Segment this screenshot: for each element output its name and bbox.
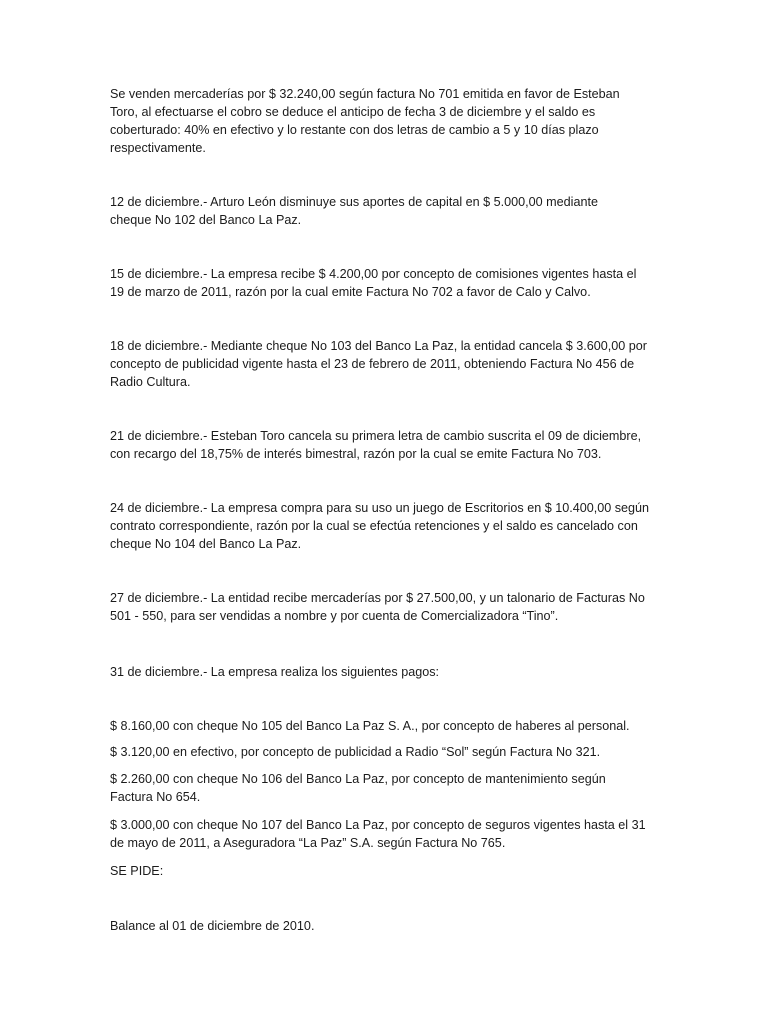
paragraph-24-diciembre	[110, 499, 660, 553]
text-line: coberturado: 40% en efectivo y lo restante con dos letras de cambio a 5 y 10 días plazo	[110, 123, 599, 137]
payment-item	[110, 816, 660, 852]
text-line: de mayo de 2011, a Aseguradora “La Paz” S.A. según Factura No 765.	[110, 836, 506, 850]
text-line: $ 3.120,00 en efectivo, por concepto de publicidad a Radio “Sol” según Factura No 321.	[110, 745, 601, 759]
paragraph-venta-mercaderias	[110, 85, 660, 157]
text-line: 27 de diciembre.- La entidad recibe mercaderías por $ 27.500,00, y un talonario de Facturas No	[110, 591, 645, 605]
text-line: $ 8.160,00 con cheque No 105 del Banco La Paz S. A., por concepto de haberes al personal.	[110, 719, 630, 733]
text-line: Toro, al efectuarse el cobro se deduce el anticipo de fecha 3 de diciembre y el saldo es	[110, 105, 596, 119]
text-line: 21 de diciembre.- Esteban Toro cancela su primera letra de cambio suscrita el 09 de diciembre,	[110, 429, 642, 443]
text-line: cheque No 102 del Banco La Paz.	[110, 213, 302, 227]
text-line: 31 de diciembre.- La empresa realiza los siguientes pagos:	[110, 665, 440, 679]
text-line: concepto de publicidad vigente hasta el 23 de febrero de 2011, obteniendo Factura No 456 de	[110, 357, 635, 371]
payment-item	[110, 717, 660, 735]
text-line: 24 de diciembre.- La empresa compra para su uso un juego de Escritorios en $ 10.400,00 según	[110, 501, 650, 515]
text-line: Balance al 01 de diciembre de 2010.	[110, 919, 315, 933]
text-line: 18 de diciembre.- Mediante cheque No 103 del Banco La Paz, la entidad cancela $ 3.600,00 por	[110, 339, 647, 353]
text-line: 12 de diciembre.- Arturo León disminuye sus aportes de capital en $ 5.000,00 mediante	[110, 195, 598, 209]
text-line: Factura No 654.	[110, 790, 201, 804]
text-line: respectivamente.	[110, 141, 206, 155]
payment-item	[110, 743, 660, 761]
text-line: $ 3.000,00 con cheque No 107 del Banco La Paz, por concepto de seguros vigentes hasta el 31	[110, 818, 646, 832]
text-line: Se venden mercaderías por $ 32.240,00 según factura No 701 emitida en favor de Esteban	[110, 87, 620, 101]
text-line: SE PIDE:	[110, 864, 164, 878]
paragraph-balance	[110, 917, 660, 935]
paragraph-31-diciembre	[110, 663, 660, 681]
text-line: 501 - 550, para ser vendidas a nombre y por cuenta de Comercializadora “Tino”.	[110, 609, 559, 623]
paragraph-18-diciembre	[110, 337, 660, 391]
text-line: Radio Cultura.	[110, 375, 191, 389]
paragraph-12-diciembre	[110, 193, 660, 229]
text-line: cheque No 104 del Banco La Paz.	[110, 537, 302, 551]
paragraph-21-diciembre	[110, 427, 660, 463]
section-heading-se-pide	[110, 862, 660, 880]
paragraph-27-diciembre	[110, 589, 660, 625]
paragraph-15-diciembre	[110, 265, 660, 301]
text-line: $ 2.260,00 con cheque No 106 del Banco La Paz, por concepto de mantenimiento según	[110, 772, 606, 786]
text-line: con recargo del 18,75% de interés bimestral, razón por la cual se emite Factura No 703.	[110, 447, 602, 461]
text-line: 19 de marzo de 2011, razón por la cual emite Factura No 702 a favor de Calo y Calvo.	[110, 285, 591, 299]
text-line: contrato correspondiente, razón por la cual se efectúa retenciones y el saldo es cancelado con	[110, 519, 638, 533]
payment-item	[110, 770, 660, 806]
text-line: 15 de diciembre.- La empresa recibe $ 4.200,00 por concepto de comisiones vigentes hasta el	[110, 267, 637, 281]
